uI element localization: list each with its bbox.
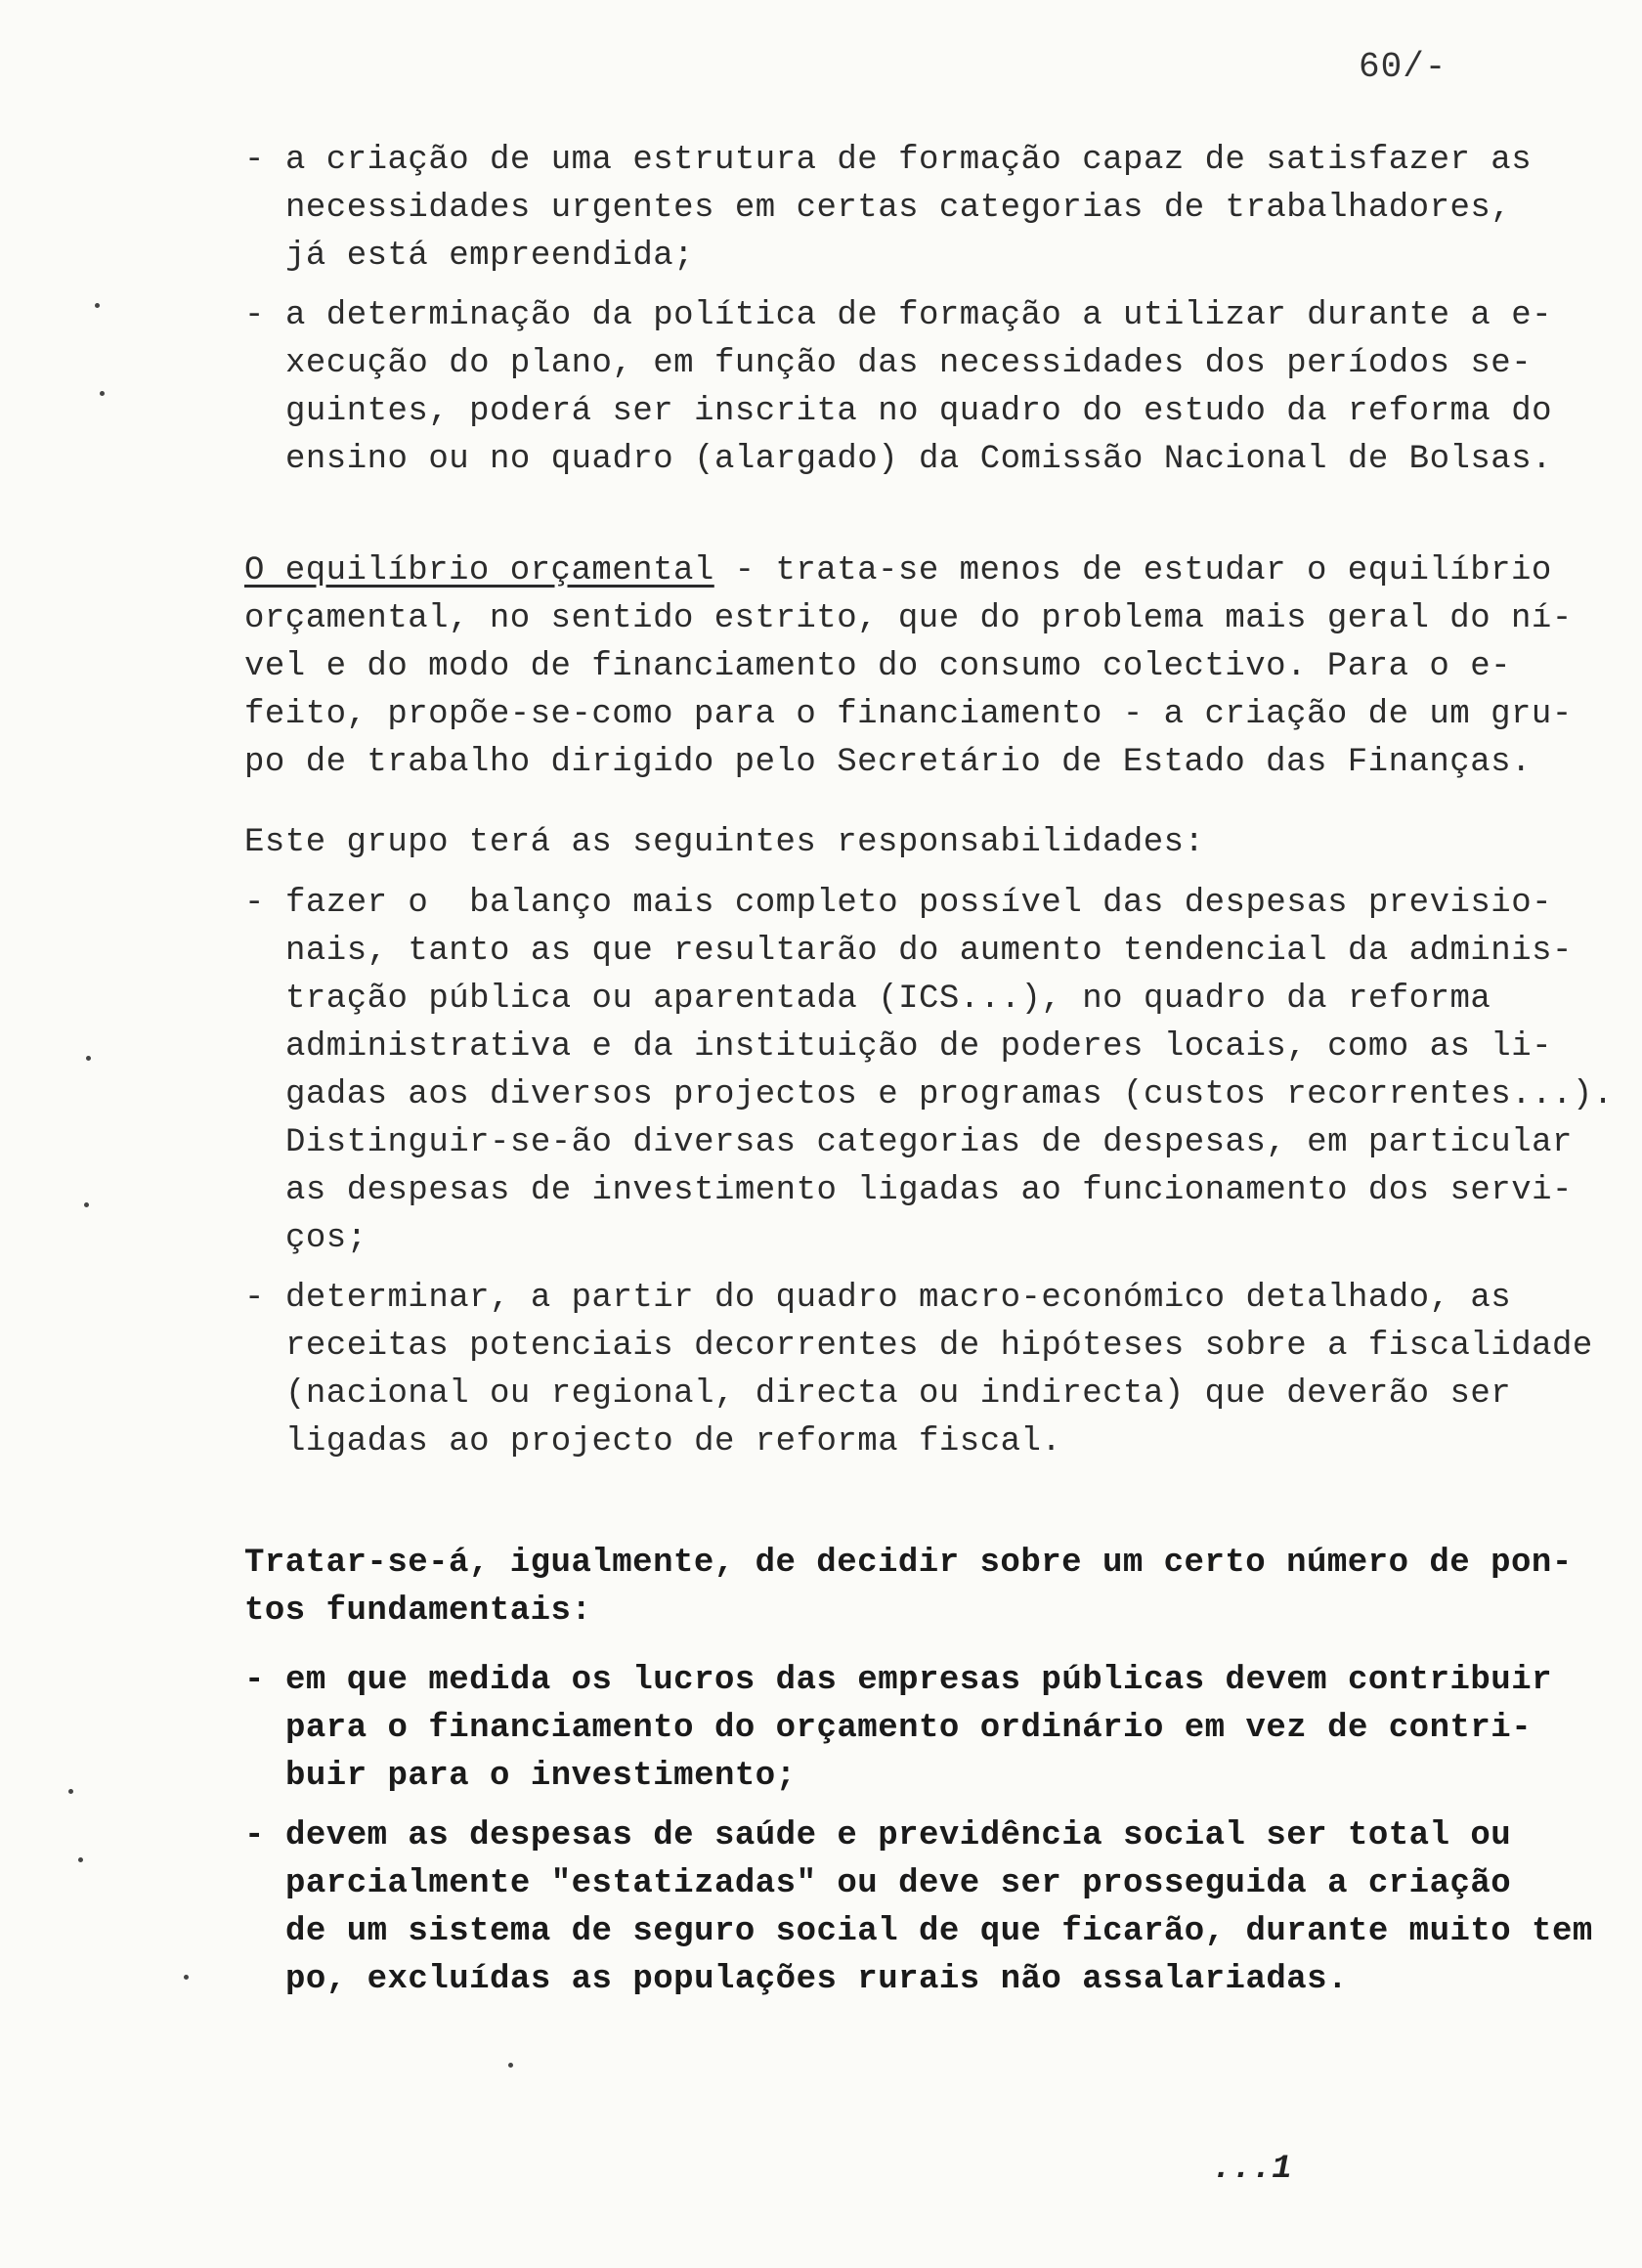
text-line: ligadas ao projecto de reforma fiscal.	[285, 1423, 1062, 1461]
text-line: ensino ou no quadro (alargado) da Comissão Nacional de Bolsas.	[285, 441, 1553, 478]
bullet-dash: -	[244, 1280, 265, 1317]
text-line: tração pública ou aparentada (ICS...), no quadro da reforma	[285, 981, 1491, 1018]
text-line: a criação de uma estrutura de formação capaz de satisfazer as	[285, 142, 1533, 179]
section-heading: O equilíbrio orçamental	[244, 552, 714, 589]
text-line: orçamental, no sentido estrito, que do problema mais geral do ní-	[244, 600, 1573, 637]
text-line	[244, 547, 1583, 595]
text-line: Este grupo terá as seguintes responsabilidades:	[244, 824, 1205, 861]
text-line: fazer o balanço mais completo possível das despesas previsio-	[285, 885, 1553, 922]
scan-speck	[68, 1789, 73, 1794]
scan-speck	[100, 391, 105, 396]
bullet-dash: -	[244, 297, 265, 334]
bullet-list-responsabilidades	[244, 880, 1614, 1466]
text-line: necessidades urgentes em certas categorias de trabalhadores,	[285, 190, 1512, 227]
text-line: ços;	[285, 1220, 367, 1257]
paragraph-tratar	[244, 1540, 1583, 1636]
bullet-list-formacao	[244, 137, 1583, 484]
text-line: em que medida os lucros das empresas públicas devem contribuir	[285, 1662, 1553, 1699]
list-item	[244, 1812, 1593, 2004]
heading-continuation: - trata-se menos de estudar o equilíbrio	[713, 552, 1552, 589]
text-line: vel e do modo de financiamento do consumo colectivo. Para o e-	[244, 648, 1512, 685]
text-line: a determinação da política de formação a utilizar durante a e-	[285, 297, 1553, 334]
list-item	[244, 1657, 1583, 1801]
text-line: as despesas de investimento ligadas ao funcionamento dos servi-	[285, 1172, 1573, 1209]
text-line: nais, tanto as que resultarão do aumento tendencial da adminis-	[285, 933, 1573, 970]
text-line: administrativa e da instituição de poderes locais, como as li-	[285, 1028, 1553, 1066]
text-line: receitas potenciais decorrentes de hipóteses sobre a fiscalidade	[285, 1328, 1593, 1365]
list-item	[244, 1275, 1593, 1466]
text-line: devem as despesas de saúde e previdência social ser total ou	[285, 1817, 1512, 1854]
text-line: determinar, a partir do quadro macro-económico detalhado, as	[285, 1280, 1512, 1317]
text-line: parcialmente "estatizadas" ou deve ser prosseguida a criação	[285, 1865, 1512, 1902]
bullet-dash: -	[244, 1662, 265, 1699]
text-line: Tratar-se-á, igualmente, de decidir sobre um certo número de pon-	[244, 1545, 1573, 1582]
text-line: po, excluídas as populações rurais não assalariadas.	[285, 1961, 1348, 1998]
scan-speck	[86, 1056, 91, 1061]
list-item	[244, 292, 1583, 484]
text-line: gadas aos diversos projectos e programas (custos recorrentes...).	[285, 1076, 1614, 1113]
text-line: para o financiamento do orçamento ordinário em vez de contri-	[285, 1710, 1533, 1747]
page-number: 60/-	[1359, 47, 1448, 87]
scan-speck	[84, 1202, 89, 1207]
bullet-dash: -	[244, 885, 265, 922]
text-line: guintes, poderá ser inscrita no quadro do estudo da reforma do	[285, 393, 1553, 430]
text-line: de um sistema de seguro social de que ficarão, durante muito tem	[285, 1913, 1593, 1950]
list-item	[244, 137, 1583, 281]
text-line: po de trabalho dirigido pelo Secretário de Estado das Finanças.	[244, 744, 1532, 781]
bullet-list-pontos-fundamentais	[244, 1657, 1593, 2004]
bullet-dash: -	[244, 142, 265, 179]
text-line: Distinguir-se-ão diversas categorias de despesas, em particular	[285, 1124, 1573, 1161]
scan-speck	[184, 1975, 189, 1980]
text-line: (nacional ou regional, directa ou indirecta) que deverão ser	[285, 1375, 1512, 1413]
text-line: buir para o investimento;	[285, 1758, 797, 1795]
continuation-mark: ...1	[1212, 2151, 1292, 2188]
text-line: já está empreendida;	[285, 238, 695, 275]
text-line: tos fundamentais:	[244, 1592, 592, 1630]
list-item	[244, 880, 1614, 1263]
scan-speck	[95, 303, 100, 308]
bullet-dash: -	[244, 1817, 265, 1854]
text-line: xecução do plano, em função das necessidades dos períodos se-	[285, 345, 1533, 382]
paragraph-grupo	[244, 819, 1583, 867]
scan-speck	[508, 2063, 513, 2068]
paragraph-equilibrio-orcamental	[244, 547, 1583, 787]
text-line: feito, propõe-se-como para o financiamento - a criação de um gru-	[244, 696, 1573, 733]
scan-speck	[78, 1857, 83, 1862]
